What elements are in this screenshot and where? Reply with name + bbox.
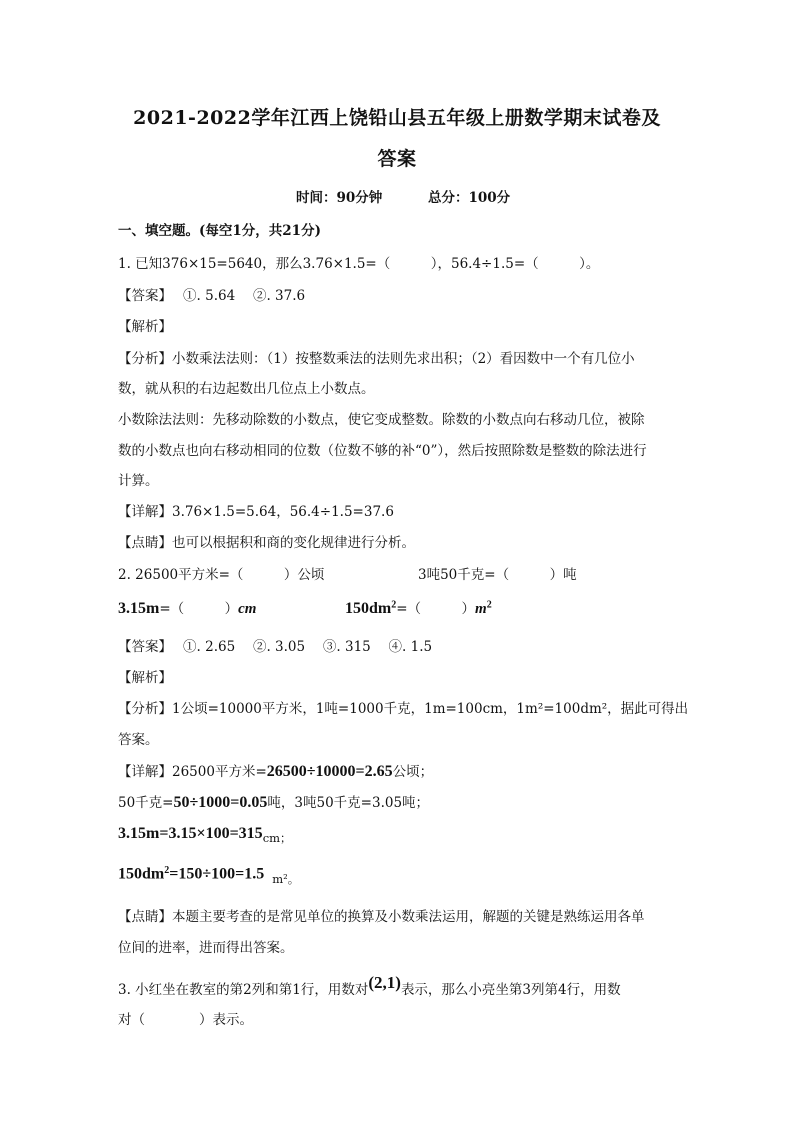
- q2-question-b: 3吨50千克=（ ）吨: [418, 567, 577, 583]
- section-heading: 一、填空题。(每空1分，共21分): [118, 223, 321, 239]
- document-title-line1: 2021-2022学年江西上饶铅山县五年级上册数学期末试卷及: [133, 107, 661, 129]
- q2-question-row2: [118, 597, 256, 618]
- q2-comment-line2: 位间的进率，进而得出答案。: [118, 940, 294, 956]
- q3-question-line2: 对（ ）表示。: [118, 1012, 253, 1028]
- q1-analysis-line2: 数，就从积的右边起数出几位点上小数点。: [118, 381, 375, 397]
- q2-detail-3: [118, 825, 292, 843]
- q2-detail-4-math2: =150÷100=1.5: [169, 865, 265, 883]
- q2-detail-2-math: 50÷1000=0.05: [173, 794, 268, 811]
- q2-area-blank: =（ ）: [396, 601, 476, 617]
- q2-area-question: [345, 597, 492, 618]
- q2-comment-line1: 【点睛】本题主要考查的是常见单位的换算及小数乘法运用，解题的关键是熟练运用各单: [118, 909, 645, 925]
- q2-detail-2-unit: 吨，3吨50千克=3.05吨；: [267, 795, 430, 811]
- q2-analysis-label: 【解析】: [118, 670, 172, 686]
- q2-detail-4-exp: 2: [164, 865, 170, 876]
- q2-answer: 【答案】 ①. 2.65 ②. 3.05 ③. 315 ④. 1.5: [118, 639, 433, 655]
- q2-area-unit: m: [475, 601, 487, 617]
- q3-text-b: 表示，那么小亮坐第3列第4行，用数: [400, 982, 621, 998]
- q1-analysis-label: 【解析】: [118, 319, 172, 335]
- q1-analysis-line4: 数的小数点也向右移动相同的位数（位数不够的补“0”），然后按照除数是整数的除法进行: [118, 443, 647, 459]
- document-title-line2: 答案: [377, 148, 417, 170]
- q2-detail-3-math: 3.15m=3.15×100=315: [118, 825, 263, 842]
- q3-pair: (2,1): [368, 973, 401, 992]
- q1-comment: 【点睛】也可以根据积和商的变化规律进行分析。: [118, 535, 415, 551]
- q2-analysis-line1: 【分析】1公顷=10000平方米，1吨=1000千克，1m=100cm，1m²=100dm²，据此可得出: [118, 701, 689, 717]
- q2-question-a: 2. 26500平方米=（ ）公顷: [118, 567, 325, 583]
- exam-time: 时间：90分钟: [296, 190, 383, 206]
- q2-detail-1: [118, 760, 433, 781]
- q2-detail-2-text: 50千克=: [118, 795, 174, 811]
- q2-detail-1-math: 26500÷10000=2.65: [266, 763, 393, 780]
- q2-detail-2: [118, 791, 429, 812]
- q2-length-blank: =（ ）: [159, 601, 239, 617]
- q2-area-value: 150dm: [345, 600, 392, 617]
- q2-length-value: 3.15m: [118, 600, 160, 617]
- q1-analysis-line5: 计算。: [118, 473, 159, 489]
- q3-text-a: 3. 小红坐在教室的第2列和第1行，用数对: [118, 982, 369, 998]
- q2-detail-4-unit: m²。: [272, 871, 300, 886]
- q2-area-unit-exp: 2: [486, 599, 492, 611]
- exam-score: 总分：100分: [428, 190, 511, 206]
- q2-area-exp: 2: [391, 599, 397, 611]
- q2-detail-1-unit: 公顷；: [392, 764, 434, 780]
- q2-detail-3-unit: cm；: [262, 831, 292, 845]
- q2-detail-4: [118, 865, 299, 884]
- q1-question: 1. 已知376×15=5640，那么3.76×1.5=（ ），56.4÷1.5=（ ）。: [118, 256, 600, 272]
- q2-detail-4-math: 150dm: [118, 865, 165, 883]
- q1-analysis-line1: 【分析】小数乘法法则：（1）按整数乘法的法则先求出积；（2）看因数中一个有几位小: [118, 351, 635, 367]
- q1-detail: 【详解】3.76×1.5=5.64，56.4÷1.5=37.6: [118, 504, 394, 520]
- q2-length-unit: cm: [238, 601, 257, 617]
- q1-answer: 【答案】 ①. 5.64 ②. 37.6: [118, 288, 306, 304]
- q2-analysis-line2: 答案。: [118, 732, 159, 748]
- q2-detail-1-text: 【详解】26500平方米=: [118, 764, 267, 780]
- q1-analysis-line3: 小数除法法则：先移动除数的小数点，使它变成整数。除数的小数点向右移动几位，被除: [118, 412, 645, 428]
- q3-question-line1: [118, 973, 621, 999]
